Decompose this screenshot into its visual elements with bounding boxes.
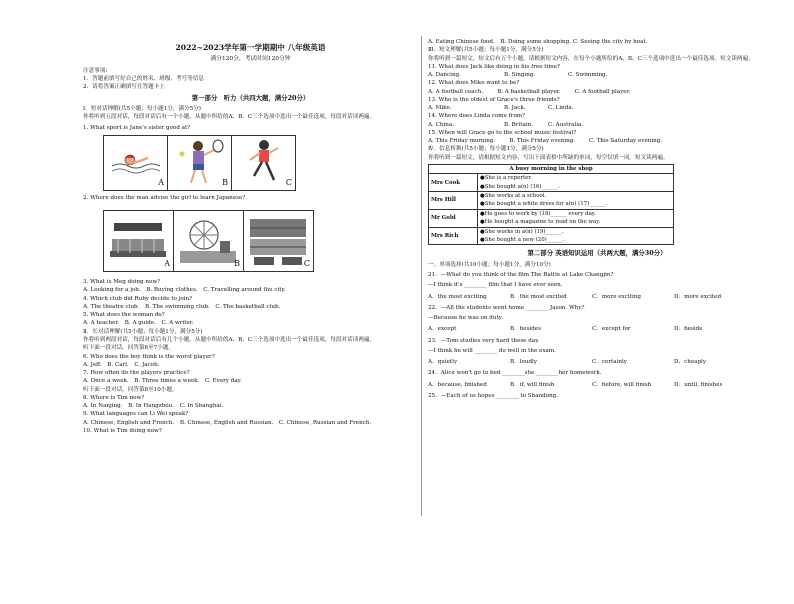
- classroom-icon: [104, 211, 173, 271]
- option: A. Mike.: [428, 105, 452, 112]
- column-divider: [421, 36, 422, 516]
- table-name-cell: Mrs Cook: [429, 174, 478, 192]
- section-title: Ⅲ．短文理解(共5小题；每小题1分，满分5分): [428, 47, 544, 54]
- question-21-reply: —I think it's ________ film that I have ever seen.: [428, 282, 563, 289]
- notes-heading: 注意事项:: [83, 67, 108, 74]
- question-24-options: [428, 381, 766, 389]
- question-9-options: A. Chinese, English and French. B. Chinese, English and Russian. C. Chinese, Russian and French.: [83, 419, 372, 426]
- page-subtitle: 满分120分，考试时间120分钟: [210, 56, 291, 63]
- table-info-cell: [478, 227, 674, 245]
- option: B．if, will finish: [510, 381, 555, 388]
- section-instruction: 你将听到两段对话，每段对话后有几个小题，从题中所给的A、B、C三个选项中选出一个最佳选项，每段对话读两遍。: [83, 337, 376, 343]
- option-label: C: [285, 178, 292, 188]
- part2-heading: 第二部分 英语知识运用（共两大题，满分30分）: [527, 249, 667, 258]
- question-4: 4. Which club did Ruby decide to join?: [83, 295, 193, 302]
- amusement-park-picture: [173, 210, 244, 272]
- question-22-reply: —Because he was on duty.: [428, 315, 503, 322]
- table-row: [429, 192, 674, 210]
- option: C．more exciting: [592, 293, 641, 300]
- question-9: 9. What languages can Li Wei speak?: [83, 411, 189, 418]
- question-12: 12. What does Mike want to be?: [428, 80, 520, 87]
- question-21-options: [428, 293, 766, 301]
- table-name-cell: Mrs Rich: [429, 227, 478, 245]
- table-line: ●She works at a school.: [480, 193, 547, 200]
- library-icon: [244, 211, 313, 271]
- question-10-options: A. Eating Chinese food. B. Doing some shopping. C. Seeing the city by boat.: [428, 39, 648, 45]
- option: B. This Friday evening.: [509, 138, 576, 145]
- question-22: 22．—All the students went home ________ Jason. Why?: [428, 304, 585, 311]
- question-15: 15. When will Grace go to the school music festival?: [428, 129, 577, 136]
- table-info-cell: [478, 174, 674, 192]
- question-2: 2. Where does the man advise the girl to learn Japanese?: [83, 194, 246, 201]
- classroom-picture: [103, 210, 174, 272]
- question-22-options: [428, 325, 766, 333]
- option: A. Dancing.: [428, 72, 461, 79]
- section-title: Ⅱ．长对话理解(共5小题；每小题1分，满分5分): [83, 328, 203, 335]
- question-10: 10. What is Tim doing now?: [83, 427, 162, 434]
- question-23-reply: —I think he will ________ do well in the exam.: [428, 347, 556, 354]
- question-5-options: A. A teacher. B. A guide. C. A writer.: [83, 320, 194, 327]
- option: B. A basketball player.: [497, 88, 561, 95]
- option-label: B: [222, 178, 228, 188]
- question-8-options: A. In Nanjing. B. In Hangzhou. C. In Shanghai.: [83, 403, 224, 410]
- table-row: [429, 174, 674, 192]
- note-item: 2．请将答案正确填写在答题卡上: [83, 84, 165, 91]
- question-14-options: [428, 121, 766, 129]
- question-7: 7. How often do the players practice?: [83, 370, 190, 377]
- question-6: 6. Who does the boy think is the worst player?: [83, 353, 215, 360]
- question-21: 21．—What do you think of the film The Battle at Lake Changjin?: [428, 272, 614, 279]
- table-name-cell: Mr Gold: [429, 209, 478, 227]
- part1-heading: 第一部分 听力（共四大题，满分20分）: [191, 93, 310, 102]
- option: B．loudly: [510, 359, 537, 366]
- question-4-options: A. The theatre club. B. The swimming club. C. The basketball club.: [83, 303, 281, 310]
- option: A．because, finished: [428, 381, 487, 388]
- question-12-options: [428, 88, 766, 96]
- question-6-options: A. Jeff. B. Carl. C. Jacob.: [83, 361, 160, 368]
- table-row: [429, 209, 674, 227]
- question-25: 25．—Each of us hopes ________ to Shandong.: [428, 393, 559, 400]
- swimming-picture: [103, 135, 168, 191]
- option-label: C: [303, 259, 310, 269]
- option: A. This Friday morning.: [428, 138, 496, 145]
- table-line: ●He goes to work by (18)______ every day.: [480, 210, 596, 217]
- question-24: 24．Alice won't go to bed ________she ________her homework.: [428, 370, 602, 377]
- listening-hint: 听下面一段对话，回答第8至10小题。: [83, 386, 178, 393]
- table-line: ●She bought a white dress for a(n) (17)______.: [480, 201, 608, 208]
- info-table: [428, 164, 674, 245]
- library-picture: [243, 210, 314, 272]
- option: A. A football coach.: [428, 88, 484, 95]
- table-line: ●He bought a magazine to read on the way.: [480, 219, 601, 226]
- question-8: 8. Where is Tim now?: [83, 394, 145, 401]
- question-3-options: A. Looking for a job. B. Buying clothes. C. Travelling around the city.: [83, 287, 286, 294]
- question-5: 5. What does the woman do?: [83, 312, 165, 319]
- q2-images: [103, 210, 418, 272]
- option: B．besides: [510, 326, 542, 333]
- option: B. Jack.: [504, 105, 526, 112]
- option: A. China.: [428, 121, 454, 128]
- tennis-picture: [167, 135, 232, 191]
- option: C．except for: [592, 326, 631, 333]
- listening-hint: 听下面一段对话，回答第6至7小题。: [83, 345, 175, 352]
- option-label: A: [164, 259, 170, 269]
- option: B. Singing.: [504, 72, 536, 79]
- section-title: Ⅰ．短对话理解(共5小题；每小题1分，满分5分): [83, 106, 201, 113]
- option: B．the most excited: [510, 293, 567, 300]
- option-label: A: [158, 178, 164, 188]
- note-item: 1．答题前填写好自己的姓名、班级、考号等信息: [83, 76, 205, 83]
- table-line: ●She bought a new (20)______.: [480, 236, 565, 243]
- table-name-cell: Mrs Hill: [429, 192, 478, 210]
- option: A．except: [428, 326, 457, 333]
- option: C. This Saturday evening.: [589, 138, 663, 145]
- option: A．the most exciting: [428, 293, 487, 300]
- question-3: 3. What is Meg doing now?: [83, 279, 161, 286]
- option-label: B: [234, 259, 240, 269]
- table-line: ●She works in a(n) (19)______.: [480, 228, 564, 235]
- question-11-options: [428, 71, 766, 79]
- option: C．before, will finish: [592, 381, 652, 388]
- table-line: ●She is a reporter.: [480, 175, 532, 182]
- question-14: 14. Where does Linda come from?: [428, 113, 526, 120]
- section-instruction: 你将听到一篇短文，请根据短文内容，写出下面表格中所缺的单词，每空仅填一词。短文读两遍。: [428, 154, 669, 161]
- option: D．more excited: [674, 293, 722, 300]
- ferris-wheel-icon: [174, 211, 243, 271]
- option: C. Swimming.: [568, 72, 608, 79]
- q1-images: [103, 135, 418, 191]
- running-picture: [231, 135, 296, 191]
- question-13-options: [428, 104, 766, 112]
- table-info-cell: [478, 209, 674, 227]
- option: C．certainly: [592, 359, 627, 366]
- table-title: A busy morning in the shop: [429, 164, 674, 173]
- option: D．cheaply: [674, 359, 706, 366]
- question-23: 23．—Tom studies very hard these day.: [428, 337, 540, 344]
- right-column: [428, 38, 766, 600]
- option: C. Linda.: [548, 105, 574, 112]
- option: B. Britain.: [504, 121, 533, 128]
- section-title: Ⅳ．信息转换(共5小题；每小题1分，满分5分): [428, 146, 544, 153]
- option: C. A football player.: [574, 88, 631, 95]
- question-15-options: [428, 137, 766, 145]
- question-11: 11. What does Jack like doing in his free time?: [428, 63, 560, 70]
- table-row: [429, 227, 674, 245]
- question-13: 13. Who is the oldest of Grace's three friends?: [428, 96, 560, 103]
- page-title: 2022~2023学年第一学期期中 八年级英语: [175, 43, 326, 52]
- question-1: 1. What sport is Jane's sister good at?: [83, 124, 191, 131]
- question-23-options: [428, 358, 766, 366]
- table-info-cell: [478, 192, 674, 210]
- left-column: [83, 42, 418, 604]
- table-line: ●She bought a(n) (16)______.: [480, 183, 560, 190]
- section-instruction: 你将听到五段对话，每段对话后有一个小题，从题中所给的A、B、C三个选项中选出一个最佳选项，每段对话读两遍。: [83, 114, 376, 121]
- question-7-options: A. Once a week. B. Three times a week. C. Every day.: [83, 378, 242, 385]
- option: A．quietly: [428, 359, 458, 366]
- option: D．until, finishes: [674, 381, 723, 388]
- option: D．beside: [674, 326, 703, 333]
- section-instruction: 你将听到一篇短文，短文后有五个小题。请根据短文内容，在每个小题所给的A、B、C三个选项中选出一个最佳选项。短文读两遍。: [428, 55, 754, 62]
- section-title: 一、单项选择(共10小题；每小题1分，满分10分): [428, 261, 551, 268]
- option: C. Australia.: [548, 121, 584, 128]
